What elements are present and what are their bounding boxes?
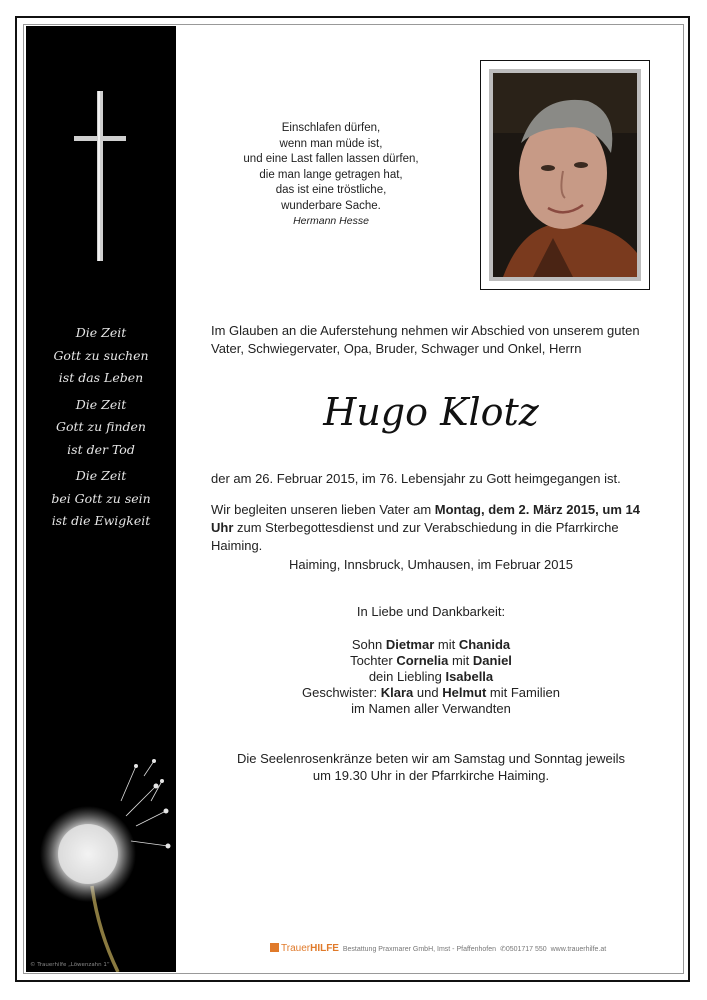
portrait-image — [493, 73, 637, 277]
sidebar-poem — [26, 322, 176, 537]
place-date: Haiming, Innsbruck, Umhausen, im Februar 2015 — [289, 557, 573, 572]
family-text: Geschwister: — [302, 685, 381, 700]
family-row — [211, 701, 651, 717]
family-member: Isabella — [445, 669, 494, 684]
family-text: mit — [448, 653, 473, 668]
rosary-line: Die Seelenrosenkränze beten wir am Samstag und Sonntag jeweils — [236, 751, 626, 766]
family-member: Chanida — [458, 637, 511, 652]
funeral-text: Wir begleiten unseren lieben Vater am — [211, 502, 435, 517]
deceased-name: Hugo Klotz — [323, 390, 539, 434]
family-list — [211, 637, 651, 717]
copyright-note: © Trauerhilfe „Löwenzahn 1“ — [30, 962, 110, 968]
poem-line: ist der Tod — [67, 441, 135, 457]
quote-line: wunderbare Sache. — [281, 199, 381, 212]
thanks-line: In Liebe und Dankbarkeit: — [356, 604, 506, 619]
phone-icon: ✆ — [499, 946, 506, 953]
sidebar — [26, 26, 176, 972]
quote-line: das ist eine tröstliche, — [275, 184, 387, 196]
family-text: und — [413, 685, 443, 700]
quote-line: wenn man müde ist, — [279, 137, 383, 150]
family-member: Dietmar — [385, 637, 435, 652]
rosary-line: um 19.30 Uhr in der Pfarrkirche Haiming. — [312, 768, 550, 783]
family-member: Klara — [380, 685, 414, 700]
poem-line: bei Gott zu sein — [51, 490, 151, 506]
portrait-frame — [480, 60, 650, 290]
funeral-date: Montag, dem 2. März 2015, um 14 Uhr — [211, 502, 640, 535]
quote-line: Einschlafen dürfen, — [281, 122, 381, 134]
quote-author: Hermann Hesse — [293, 215, 369, 227]
poem-line: Gott zu finden — [56, 419, 146, 434]
poem-line: Gott zu suchen — [53, 347, 149, 363]
rosary-notice — [211, 750, 651, 784]
cross-icon — [26, 86, 176, 266]
quote-line: und eine Last fallen lassen dürfen, — [243, 153, 419, 165]
family-text: im Namen aller Verwandten — [351, 701, 511, 716]
death-notice: der am 26. Februar 2015, im 76. Lebensjahr zu Gott heimgegangen ist. — [211, 471, 621, 486]
footer-company: Bestattung Praxmarer GmbH, Imst - Pfaffenhofen — [342, 946, 497, 953]
family-text: mit Familien — [486, 685, 560, 700]
intro-text: Im Glauben an die Auferstehung nehmen wir Abschied von unserem guten Vater, Schwiegervater, Opa, Bruder, Schwager und Onkel, Herrn — [211, 323, 640, 356]
footer-phone: 0501717 550 — [505, 946, 547, 953]
dandelion-icon — [26, 746, 176, 972]
family-text: Sohn — [351, 637, 386, 652]
family-row — [211, 669, 651, 685]
funeral-text: zum Sterbegottesdienst und zur Verabschiedung in die Pfarrkirche Haiming. — [211, 520, 619, 553]
hesse-quote — [226, 121, 436, 230]
family-member: Helmut — [442, 685, 487, 700]
poem-line: ist die Ewigkeit — [51, 513, 151, 528]
logo-text: Trauer — [281, 943, 311, 954]
portrait-photo — [493, 73, 637, 277]
footer-web: www.trauerhilfe.at — [550, 946, 607, 953]
logo-text: HILFE — [310, 943, 339, 954]
footer — [270, 943, 606, 954]
poem-stanza — [26, 322, 176, 390]
poem-stanza — [26, 394, 176, 462]
family-text: mit — [434, 637, 459, 652]
family-row — [211, 637, 651, 653]
family-row — [211, 653, 651, 669]
poem-stanza — [26, 465, 176, 533]
poem-line: Die Zeit — [75, 325, 127, 340]
family-text: dein Liebling — [368, 669, 446, 684]
funeral-notice — [211, 501, 651, 555]
family-row — [211, 685, 651, 701]
portrait-matte — [489, 69, 641, 281]
family-member: Cornelia — [396, 653, 449, 668]
poem-line: Die Zeit — [75, 468, 127, 483]
family-member: Daniel — [472, 653, 512, 668]
poem-line: ist das Leben — [58, 370, 144, 385]
quote-line: die man lange getragen hat, — [259, 168, 403, 181]
family-text: Tochter — [350, 653, 397, 668]
poem-line: Die Zeit — [75, 396, 127, 412]
trauerhilfe-logo-icon — [270, 943, 279, 952]
